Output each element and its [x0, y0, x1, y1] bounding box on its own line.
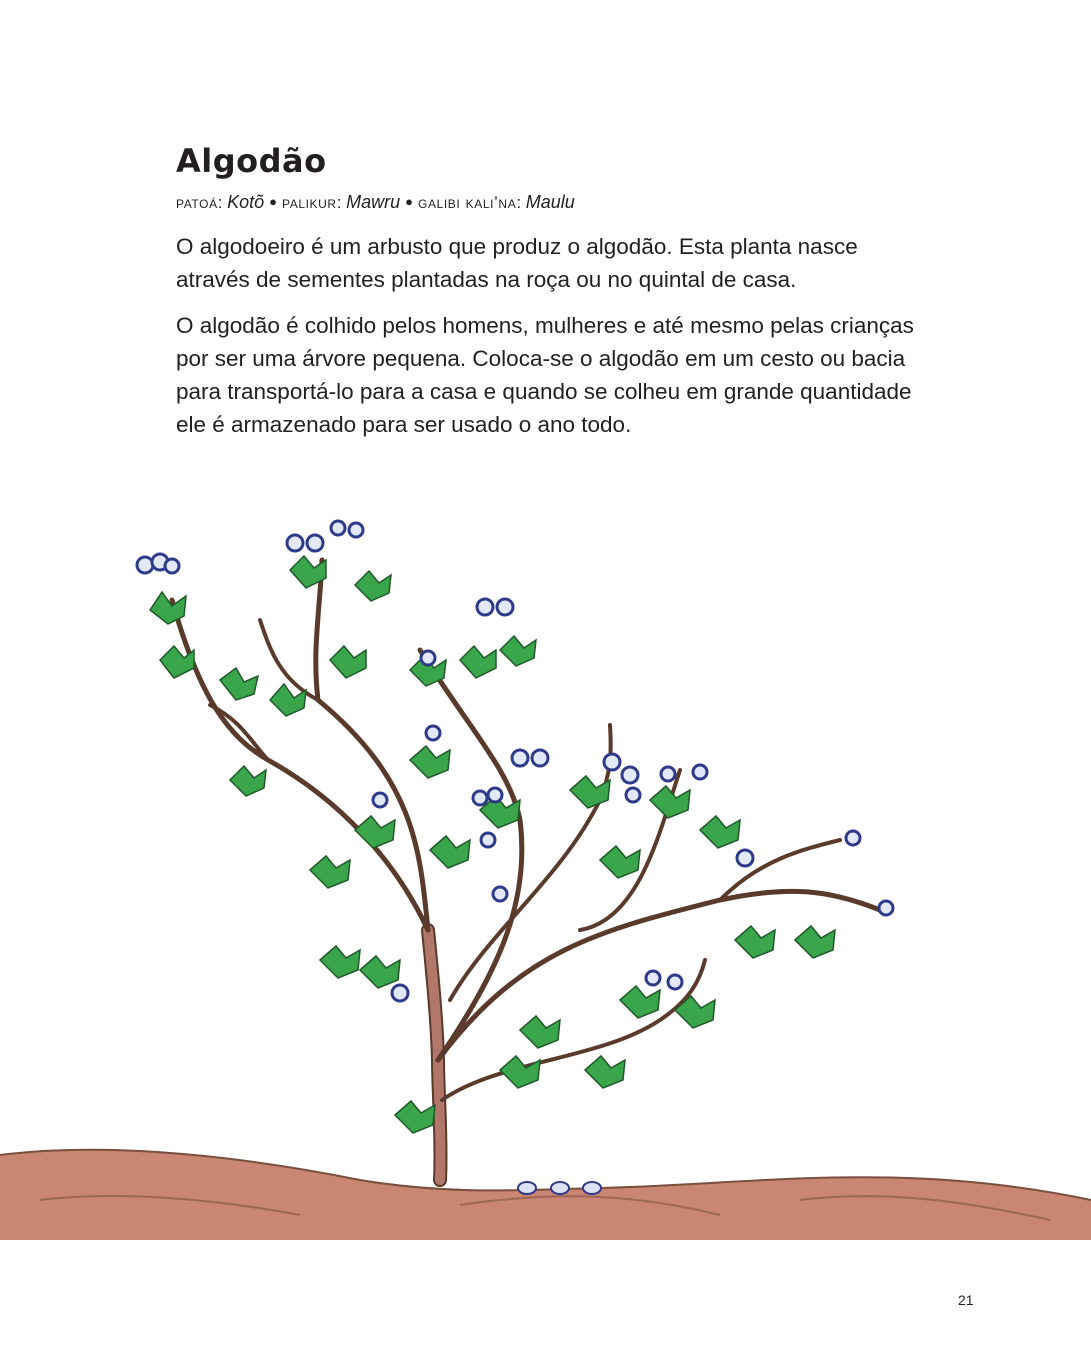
paragraph: O algodão é colhido pelos homens, mulheres e até mesmo pelas crianças por ser uma árvore pequena. Coloca-se o algodão em um cesto ou bacia para transportá-lo para a casa e quando se colheu em grande quantidade ele é armazenado para ser usado o ano todo.	[176, 313, 914, 437]
soil-hills	[0, 1150, 1091, 1240]
language-label: galibi kali’na	[418, 193, 517, 212]
fallen-cotton	[518, 1182, 601, 1194]
language-label: palikur	[282, 193, 337, 212]
language-term: Mawru	[346, 192, 401, 212]
language-term: Kotõ	[227, 192, 265, 212]
language-term: Maulu	[525, 192, 575, 212]
indigenous-names: patoá: Kotõ ● palikur: Mawru ● galibi kali’na: Maulu	[176, 192, 575, 212]
bullet-separator: ●	[269, 194, 278, 209]
cotton-plant-illustration	[0, 500, 1091, 1245]
page-title: Algodão	[176, 142, 327, 180]
bullet-separator: ●	[405, 194, 414, 209]
page-number: 21	[958, 1292, 974, 1308]
language-label: patoá	[176, 193, 218, 212]
cotton-bolls	[137, 521, 893, 1001]
paragraph: O algodoeiro é um arbusto que produz o algodão. Esta planta nasce através de sementes plantadas na roça ou no quintal de casa.	[176, 234, 858, 292]
